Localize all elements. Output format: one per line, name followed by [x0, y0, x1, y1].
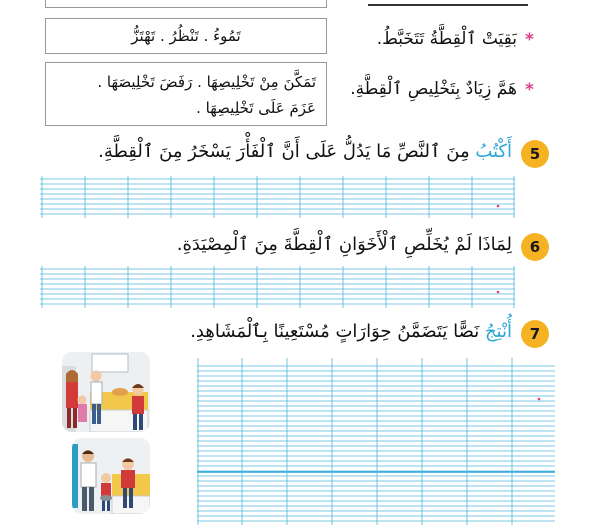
writing-lines-q7[interactable] — [197, 358, 555, 525]
question-keyword: أُنْتِجُ — [484, 321, 512, 342]
writing-lines-q5[interactable] — [40, 176, 515, 218]
bullet-star: * — [525, 80, 534, 100]
statement-3: هَمَّ زِيَادٌ بِتَخْلِيصِ ٱلْقِطَّةِ. — [350, 79, 517, 99]
question-keyword: أَكْتُبُ — [475, 141, 512, 162]
kitchen-family-icon — [62, 352, 150, 432]
options-text-2: تَمُوءُ . تَنْظُرُ . تَهْتَزُّ — [131, 27, 241, 45]
writing-lines-q6[interactable] — [40, 266, 515, 308]
options-text-3b: عَزَمَ عَلَى تَخْلِيصِهَا . — [196, 99, 316, 117]
bullet-star: * — [525, 30, 534, 50]
top-options-box — [45, 0, 327, 8]
question-body: نَصًّا يَتَضَمَّنُ حِوَارَاتٍ مُسْتَعِينًا بِٱلْمَشَاهِدِ. — [190, 321, 485, 342]
question-6-text: لِمَاذَا لَمْ يُخَلِّصِ ٱلْأَخَوَانِ ٱلْقِطَّةَ مِنَ ٱلْمِصْيَدَةِ. — [176, 234, 512, 255]
scene-illustration-2 — [72, 438, 150, 514]
options-box-3 — [45, 62, 327, 126]
question-7-text — [190, 321, 512, 342]
father-children-icon — [72, 438, 150, 514]
question-body: مِنَ ٱلنَّصِّ مَا يَدُلُّ عَلَى أَنَّ ٱلْفَأْرَ يَسْخَرُ مِنَ ٱلْقِطَّةِ. — [98, 141, 476, 162]
statement-2: بَقِيَتْ ٱلْقِطَّةُ تَتَخَبَّطُ. — [376, 29, 517, 49]
options-box-2 — [45, 18, 327, 54]
question-number-badge: 7 — [521, 320, 549, 348]
question-5-text — [98, 141, 512, 162]
question-number-badge: 6 — [521, 233, 549, 261]
scene-illustration-1 — [62, 352, 150, 432]
options-text-3a: تَمَكَّنَ مِنْ تَخْلِيصِهَا . رَفَضَ تَخْلِيصَهَا . — [97, 73, 316, 91]
question-number-badge: 5 — [521, 140, 549, 168]
top-statement-partial — [368, 0, 528, 6]
